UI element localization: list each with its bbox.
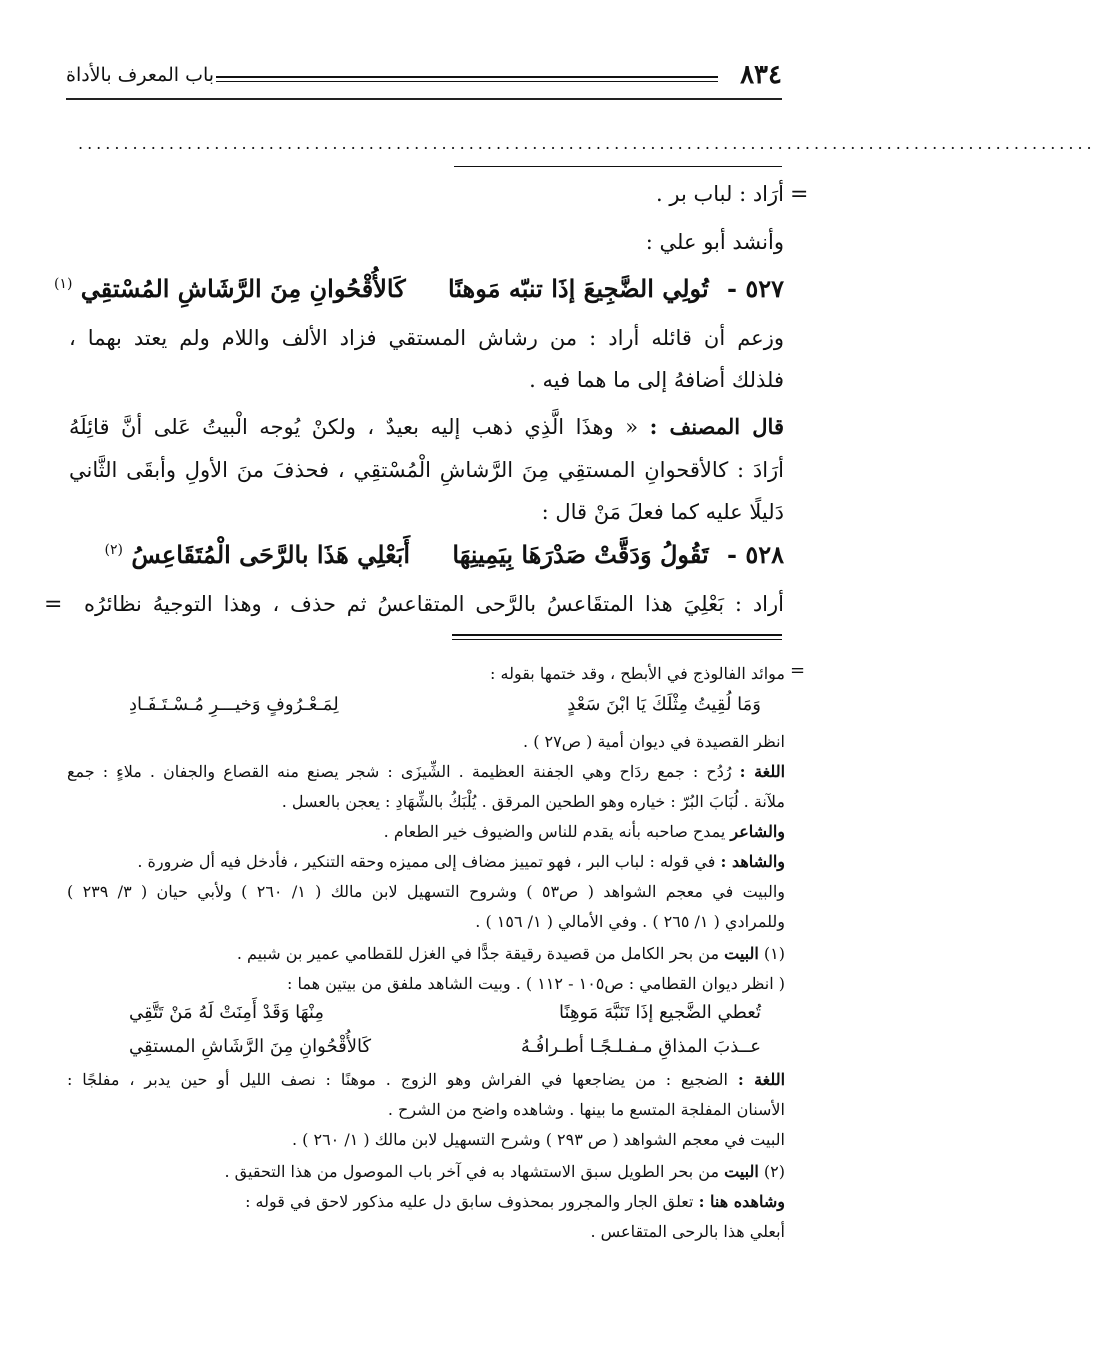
- footnote-line: ملآنة . لُبَابَ البُرّ : خياره وهو الطحين المرقق . يُلْبَكُ بالشِّهَادِ : يعجن بالعسل .: [281, 792, 785, 811]
- quote-text: « وهذَا الَّذِي ذهب إليه بعيدٌ ، ولكنْ يُوجه الْبيتُ عَلى أنَّ قائِلَهُ: [69, 415, 639, 439]
- continuation-mark: =: [790, 182, 809, 207]
- label-shahed: والشاهد :: [720, 852, 785, 871]
- footnote-text: يمدح صاحبه بأنه يقدم للناس والضيوف خير الطعام .: [383, 822, 726, 841]
- verse-hemistich-second: كَالأُقْحُوانِ مِنَ الرَّشَاشِ المستقِي: [129, 1036, 372, 1057]
- footnote-line: [245, 1192, 785, 1211]
- label-lugha: اللغة :: [737, 1070, 786, 1089]
- footnote-line: [137, 852, 785, 871]
- footnote-line: وللمرادي ( ١/ ٢٦٥ ) . وفي الأمالي ( ١/ ١٥٦ ) .: [475, 912, 785, 931]
- footnote-line: والبيت في معجم الشواهد ( ص٥٣ ) وشروح التسهيل لابن مالك ( ١/ ٢٦٠ ) ولأبي حيان ( ٣/ ٢٣٩ ): [67, 882, 786, 901]
- footnote-ref: (١): [53, 276, 73, 292]
- footnote-line: [67, 762, 785, 781]
- verse-number: ٥٢٧ -: [727, 274, 784, 303]
- label-shahed-huna: وشاهده هنا :: [698, 1192, 785, 1211]
- footnote-text: رُدُح : جمع ردَاح وهي الجفنة العظيمة . الشِّيزَى : شجر يصنع منه القصاع والجفان . ملاءٍ : جمع: [67, 762, 732, 781]
- footnote-line: أبعلي هذا بالرحى المتقاعس .: [590, 1222, 785, 1241]
- verse-hemistich-first: عــذبَ المذاقِ مـفـلـجًـا أطـرافُـهُ: [520, 1036, 761, 1057]
- footnote-line: ( انظر ديوان القطامي : ص١٠٥ - ١١٢ ) . وبيت الشاهد ملفق من بيتين هما :: [286, 974, 785, 993]
- verse-hemistich-first: تُولِي الضَّجِيعَ إذَا تنبّه مَوهنًا: [448, 274, 709, 303]
- verse-527: [53, 274, 784, 303]
- body-line: أرَادَ : كالأقحوانِ المستقِي مِنَ الرَّشاشِ الْمُسْتقِي ، فحذفَ منَ الأولِ وأبقَى الثَّاني: [69, 458, 784, 482]
- footnote-line: البيت في معجم الشواهد ( ص ٢٩٣ ) وشرح التسهيل لابن مالك ( ١/ ٢٦٠ ) .: [291, 1130, 785, 1149]
- page-number: ٨٣٤: [740, 60, 782, 90]
- short-separator-rule: [454, 166, 782, 167]
- author-label: قال المصنف :: [649, 414, 784, 439]
- body-line: وأنشد أبو علي :: [645, 230, 784, 254]
- label-lugha: اللغة :: [739, 762, 786, 781]
- footnote-ref: (٢): [104, 542, 123, 558]
- continuation-mark: =: [790, 660, 806, 681]
- footnote-line: الأسنان المفلجة المتسع ما بينها . وشاهده واضح من الشرح .: [387, 1100, 785, 1119]
- footnote-2: [225, 1162, 786, 1181]
- dotted-separator: ................................................................................................................: [78, 134, 1096, 153]
- verse-528: [79, 540, 784, 569]
- body-line: فلذلك أضافهُ إلى ما هما فيه .: [529, 368, 784, 392]
- footnote-line: [384, 822, 785, 841]
- footnote-number: (٢): [763, 1162, 785, 1181]
- footnote-text: الضجيع : من يضاجعها في الفراش وهو الزوج . موهنًا : نصف الليل أو حين يدبر ، مفلجًا :: [67, 1070, 728, 1089]
- body-line: وزعم أن قائله أراد : من رشاش المستقي فزاد الألف واللام ولم يعتد بهما ،: [69, 326, 784, 350]
- verse-hemistich-second: أَبَعْلِي هَذَا بالرَّحَى الْمُتَقَاعِسُ: [131, 540, 411, 569]
- body-line: أرَاد : لباب بر .: [656, 182, 784, 206]
- verse-hemistich-second: كَالأُقْحُوانِ مِنَ الرَّشَاشِ المُسْتقِي: [80, 274, 406, 303]
- verse-hemistich-first: تَقُولُ وَدَقَّتْ صَدْرَهَا بِيَمِينِهَا: [452, 540, 709, 569]
- verse-number: ٥٢٨ -: [727, 540, 784, 569]
- footnote-number: (١): [763, 944, 785, 963]
- verse-hemistich-second: مِنْهَا وَقَدْ أَمِنَتْ لَهُ مَنْ تَتَّقِي: [129, 1002, 324, 1023]
- footnote-line: [67, 1070, 785, 1089]
- label-bayt: البيت: [724, 944, 759, 963]
- body-line: أراد : بَعْلِيَ هذا المتقَاعسُ بالرَّحى المتقاعسُ ثم حذف ، وهذا التوجيهُ نظائرُه: [84, 592, 784, 616]
- running-title: باب المعرف بالأداة: [66, 64, 215, 86]
- verse-hemistich-second: لِمَـعْـرُوفٍ وَخيـــرِ مُـسْـتَـفَـادِ: [129, 694, 339, 715]
- label-shaer: والشاعر: [730, 822, 785, 841]
- footnote-separator-rule: [452, 634, 782, 640]
- verse-hemistich-first: تُعطي الضَّجيع إذَا تَنَبَّهَ مَوهِنًا: [559, 1002, 761, 1023]
- page-header: [66, 58, 782, 98]
- footnote-text: في قوله : لباب البر ، فهو تمييز مضاف إلى مميزه وحقه التنكير ، فأدخل فيه أل ضرورة .: [137, 852, 716, 871]
- continuation-mark: =: [44, 592, 63, 617]
- footnote-text: تعلق الجار والمجرور بمحذوف سابق دل عليه مذكور لاحق في قوله :: [245, 1192, 694, 1211]
- footnote-1: [237, 944, 785, 963]
- label-bayt: البيت: [724, 1162, 759, 1181]
- body-line: دَليلًا عليه كما فعلَ مَنْ قال :: [541, 500, 784, 524]
- footnote-text: من بحر الطويل سبق الاستشهاد به في آخر باب الموصول من هذا التحقيق .: [224, 1162, 720, 1181]
- header-underline: [66, 98, 782, 100]
- footnote-line: موائد الفالوذج في الأبطح ، وقد ختمها بقوله :: [490, 664, 785, 683]
- verse-hemistich-first: وَمَا لُقِيتُ مِثْلَكَ يَا ابْنَ سَعْدٍ: [567, 694, 761, 715]
- body-line-quote: [69, 414, 784, 439]
- header-rule: [216, 76, 718, 82]
- footnote-line: انظر القصيدة في ديوان أمية ( ص٢٧ ) .: [523, 732, 785, 751]
- footnote-text: من بحر الكامل من قصيدة رقيقة جدًّا في الغزل للقطامي عمير بن شبيم .: [236, 944, 720, 963]
